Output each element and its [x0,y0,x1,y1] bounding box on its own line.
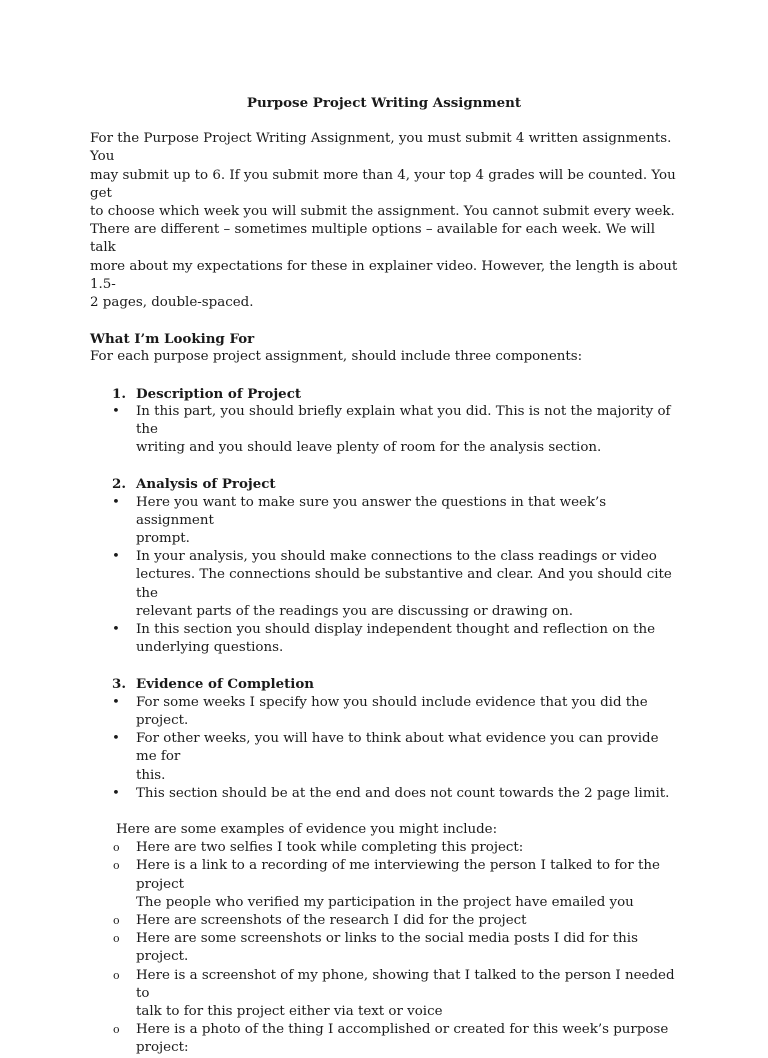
looking-for-subtext: For each purpose project assignment, should include three components: [90,349,583,365]
example-line: o Here is a link to a recording of me interviewing the person I talked to for the project [136,858,660,892]
intro-line: There are different – sometimes multiple options – available for each week. We will talk [90,222,655,256]
bullet-item [90,403,678,458]
bullet-line: • Here you want to make sure you answer the questions in that week’s assignment [136,494,607,528]
examples-list [90,839,678,1057]
intro-line: For the Purpose Project Writing Assignment, you must submit 4 written assignments. You [90,131,672,165]
section-analysis [90,475,678,657]
bullet-line: lectures. The connections should be substantive and clear. And you should cite the [136,567,672,601]
example-item [90,912,678,930]
bullet-line: this. [136,767,166,783]
section-title [90,475,678,493]
bullet-line: • In this part, you should briefly explain what you did. This is not the majority of the [136,403,671,438]
example-line: o Here are two selfies I took while completing this project: [136,840,524,856]
section-title [90,675,678,693]
example-line: o Here is a photo of the thing I accomplished or created for this week’s purpose [136,1022,669,1038]
examples-intro: Here are some examples of evidence you might include: [116,821,498,837]
bullet-line: prompt. [136,531,190,547]
bullet-item [90,785,678,803]
section-title-text: Evidence of Completion [136,676,315,693]
intro-line: to choose which week you will submit the assignment. You cannot submit every week. [90,204,675,220]
section-number: 1. [112,385,126,402]
bullet-item [90,730,678,785]
example-line: o Here are some screenshots or links to the social media posts I did for this project. [136,931,638,965]
bullet-line: • In your analysis, you should make connections to the class readings or video [136,549,657,565]
example-line: project: [136,1040,189,1056]
bullet-line: writing and you should leave plenty of room for the analysis section. [136,440,602,456]
section-title [90,385,678,403]
example-item [90,839,678,857]
intro-paragraph [90,130,678,312]
bullet-line: • This section should be at the end and does not count towards the 2 page limit. [136,785,670,801]
bullet-list [90,694,678,803]
bullet-line: • In this section you should display independent thought and reflection on the [136,622,656,638]
bullet-list [90,403,678,458]
bullet-line: relevant parts of the readings you are discussing or drawing on. [136,603,573,619]
example-item [90,857,678,912]
example-item [90,930,678,966]
section-number: 2. [112,476,126,493]
section-description [90,385,678,458]
section-number: 3. [112,676,126,693]
example-item [90,967,678,1022]
example-line: The people who verified my participation in the project have emailed you [136,894,634,910]
example-line: talk to for this project either via text or voice [136,1003,443,1019]
bullet-line: underlying questions. [136,640,284,656]
bullet-list [90,494,678,658]
bullet-item [90,694,678,730]
example-line: o Here are screenshots of the research I did for the project [136,912,527,928]
bullet-line: • For some weeks I specify how you should include evidence that you did the project. [136,694,648,728]
document-title: Purpose Project Writing Assignment [246,95,522,111]
intro-line: may submit up to 6. If you submit more than 4, your top 4 grades will be counted. You get [90,167,676,201]
example-line: o Here is a screenshot of my phone, showing that I talked to the person I needed to [136,967,675,1001]
bullet-item [90,494,678,549]
bullet-line: • For other weeks, you will have to think about what evidence you can provide me for [136,731,659,765]
intro-line: 2 pages, double-spaced. [90,295,254,311]
intro-line: more about my expectations for these in explainer video. However, the length is about 1.5- [90,258,678,292]
section-title-text: Analysis of Project [136,476,276,493]
section-evidence [90,675,678,802]
bullet-item [90,548,678,621]
bullet-item [90,621,678,657]
example-item [90,1021,678,1057]
section-title-text: Description of Project [136,385,302,402]
looking-for-heading: What I’m Looking For [90,331,255,348]
